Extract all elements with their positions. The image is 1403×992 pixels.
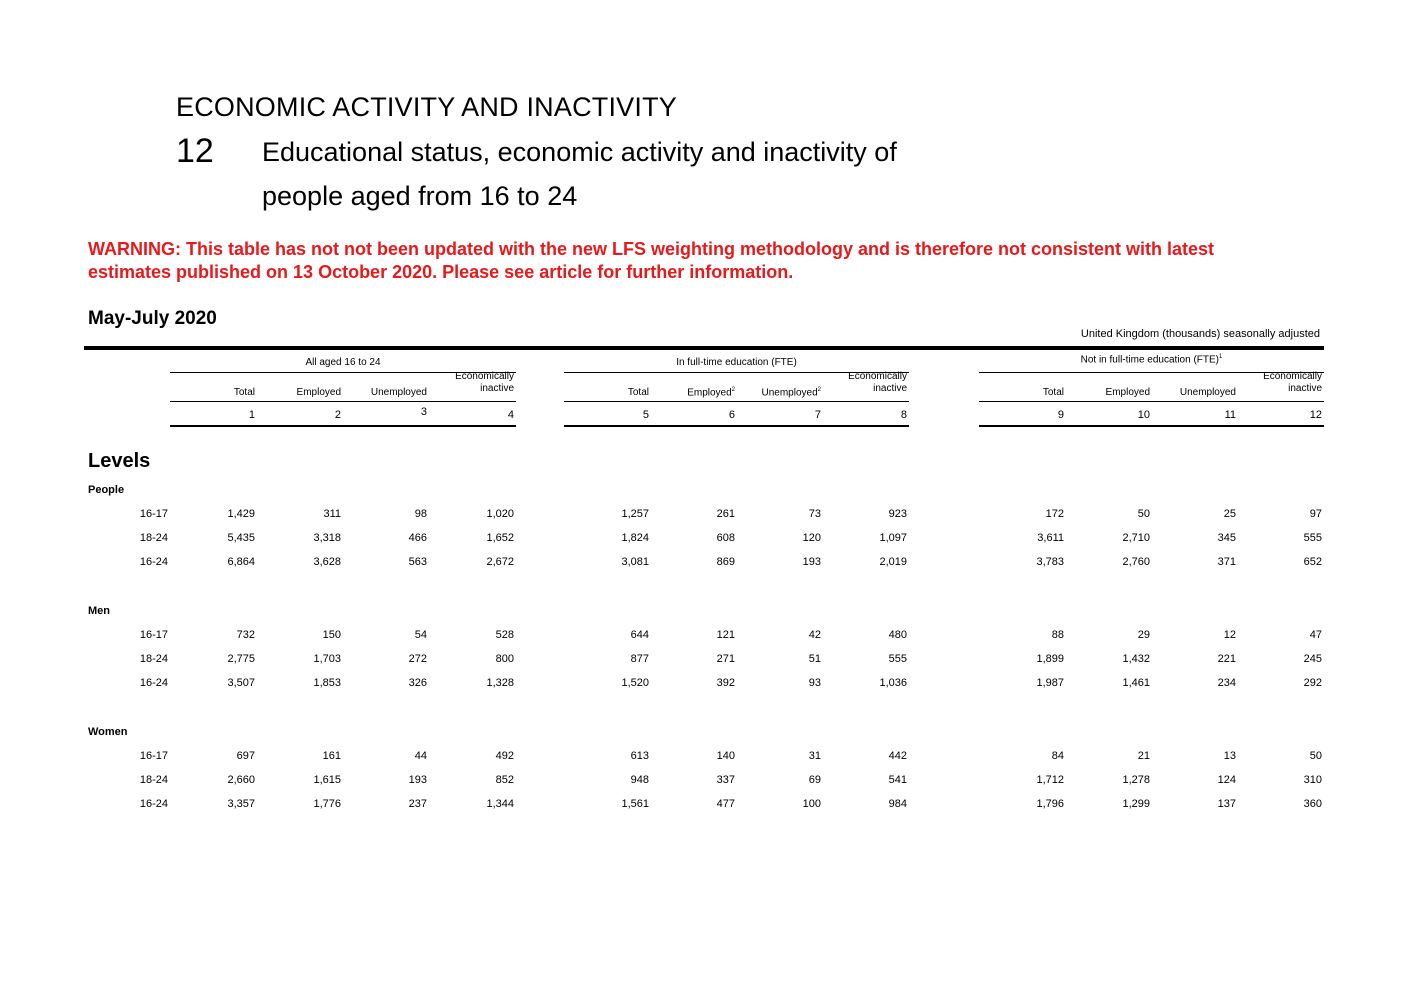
column-header: Total — [1042, 387, 1064, 398]
table-cell: 121 — [716, 629, 735, 641]
table-cell: 869 — [716, 556, 735, 568]
column-header: Employed — [1105, 387, 1150, 398]
table-cell: 1,987 — [1036, 677, 1064, 689]
table-cell: 2,775 — [227, 653, 255, 665]
table-cell: 84 — [1051, 750, 1064, 762]
table-cell: 3,783 — [1036, 556, 1064, 568]
row-label: 16-24 — [139, 556, 168, 568]
table-cell: 392 — [716, 677, 735, 689]
table-cell: 237 — [408, 798, 427, 810]
header-bottom-rule — [564, 425, 909, 427]
table-cell: 371 — [1217, 556, 1236, 568]
column-number: 8 — [900, 409, 907, 421]
table-cell: 563 — [408, 556, 427, 568]
table-cell: 1,703 — [313, 653, 341, 665]
table-cell: 541 — [888, 774, 907, 786]
table-cell: 51 — [808, 653, 821, 665]
table-cell: 800 — [495, 653, 514, 665]
table-cell: 50 — [1137, 508, 1150, 520]
table-cell: 613 — [630, 750, 649, 762]
table-cell: 161 — [322, 750, 341, 762]
row-label: 18-24 — [139, 532, 168, 544]
table-cell: 1,097 — [879, 532, 907, 544]
table-cell: 93 — [808, 677, 821, 689]
table-cell: 1,432 — [1122, 653, 1150, 665]
column-header: Total — [627, 387, 649, 398]
table-cell: 644 — [630, 629, 649, 641]
table-cell: 1,561 — [621, 798, 649, 810]
table-cell: 3,081 — [621, 556, 649, 568]
table-cell: 193 — [802, 556, 821, 568]
header-bottom-rule — [170, 425, 516, 427]
table-cell: 1,796 — [1036, 798, 1064, 810]
table-cell: 1,652 — [486, 532, 514, 544]
table-cell: 12 — [1223, 629, 1236, 641]
table-cell: 345 — [1217, 532, 1236, 544]
row-label: 18-24 — [139, 774, 168, 786]
table-cell: 13 — [1223, 750, 1236, 762]
table-cell: 311 — [323, 508, 341, 520]
table-cell: 492 — [495, 750, 514, 762]
table-cell: 984 — [888, 798, 907, 810]
table-cell: 42 — [808, 629, 821, 641]
table-cell: 697 — [236, 750, 255, 762]
table-cell: 608 — [716, 532, 735, 544]
table-cell: 732 — [236, 629, 255, 641]
table-cell: 1,278 — [1122, 774, 1150, 786]
table-cell: 477 — [716, 798, 735, 810]
column-group-header: In full-time education (FTE) — [676, 357, 797, 368]
warning-notice: WARNING: This table has not not been updated with the new LFS weighting methodology and is therefore not consistent with latest estimates published on 13 October 2020. Please see article for further information. — [88, 239, 1215, 282]
table-cell: 528 — [495, 629, 514, 641]
units-note: United Kingdom (thousands) seasonally adjusted — [1080, 328, 1320, 340]
column-header: Economically inactive — [848, 371, 907, 394]
table-cell: 54 — [414, 629, 427, 641]
table-cell: 466 — [408, 532, 427, 544]
column-number-rule — [170, 401, 516, 402]
table-cell: 5,435 — [227, 532, 255, 544]
table-cell: 50 — [1309, 750, 1322, 762]
table-cell: 120 — [802, 532, 821, 544]
column-group-header: All aged 16 to 24 — [305, 357, 381, 368]
column-header: Employed — [296, 387, 341, 398]
row-label: 16-17 — [139, 508, 168, 520]
column-number: 6 — [728, 409, 735, 421]
table-cell: 3,357 — [227, 798, 255, 810]
table-title-line1: Educational status, economic activity and inactivity of — [262, 137, 897, 167]
group-label: People — [88, 484, 125, 496]
table-top-rule — [84, 346, 1324, 350]
group-label: Men — [88, 605, 110, 617]
row-label: 18-24 — [139, 653, 168, 665]
table-cell: 1,020 — [486, 508, 514, 520]
table-cell: 555 — [888, 653, 907, 665]
column-header: Economically inactive — [455, 371, 514, 394]
column-number: 3 — [420, 406, 427, 418]
table-cell: 1,853 — [313, 677, 341, 689]
table-cell: 292 — [1303, 677, 1322, 689]
column-number: 12 — [1309, 409, 1322, 421]
table-cell: 2,019 — [879, 556, 907, 568]
table-cell: 25 — [1223, 508, 1236, 520]
table-cell: 652 — [1303, 556, 1322, 568]
table-cell: 1,429 — [227, 508, 255, 520]
table-cell: 98 — [414, 508, 427, 520]
table-cell: 137 — [1217, 798, 1236, 810]
column-number: 4 — [507, 409, 514, 421]
table-cell: 272 — [408, 653, 427, 665]
table-cell: 88 — [1051, 629, 1064, 641]
header-bottom-rule — [979, 425, 1324, 427]
column-number: 2 — [334, 409, 341, 421]
table-cell: 97 — [1309, 508, 1322, 520]
table-cell: 2,672 — [486, 556, 514, 568]
table-title-line2: people aged from 16 to 24 — [262, 181, 578, 211]
table-cell: 29 — [1137, 629, 1150, 641]
table-cell: 1,299 — [1122, 798, 1150, 810]
table-cell: 1,257 — [621, 508, 649, 520]
levels-heading: Levels — [88, 450, 151, 472]
table-cell: 1,328 — [486, 677, 514, 689]
table-cell: 1,344 — [486, 798, 514, 810]
row-label: 16-24 — [139, 677, 168, 689]
table-cell: 852 — [495, 774, 514, 786]
table-cell: 172 — [1045, 508, 1064, 520]
column-number: 1 — [248, 409, 255, 421]
table-cell: 124 — [1217, 774, 1236, 786]
table-cell: 877 — [630, 653, 649, 665]
table-cell: 1,615 — [313, 774, 341, 786]
column-header: Unemployed — [1179, 387, 1236, 398]
table-cell: 1,712 — [1036, 774, 1064, 786]
column-number-rule — [564, 401, 909, 402]
table-cell: 1,520 — [621, 677, 649, 689]
table-cell: 140 — [716, 750, 735, 762]
column-number-rule — [979, 401, 1324, 402]
section-heading: ECONOMIC ACTIVITY AND INACTIVITY — [176, 92, 677, 122]
period-label: May-July 2020 — [88, 308, 217, 329]
table-cell: 360 — [1303, 798, 1322, 810]
table-cell: 1,899 — [1036, 653, 1064, 665]
table-cell: 442 — [888, 750, 907, 762]
column-group-header: Not in full-time education (FTE)$^1$ — [1080, 354, 1223, 366]
table-cell: 234 — [1217, 677, 1236, 689]
table-cell: 73 — [808, 508, 821, 520]
table-cell: 923 — [888, 508, 907, 520]
table-cell: 2,660 — [227, 774, 255, 786]
table-cell: 1,776 — [313, 798, 341, 810]
table-cell: 6,864 — [227, 556, 255, 568]
row-label: 16-17 — [139, 750, 168, 762]
table-cell: 948 — [630, 774, 649, 786]
table-cell: 100 — [802, 798, 821, 810]
table-cell: 271 — [716, 653, 735, 665]
column-header: Unemployed$^2$ — [761, 387, 821, 399]
table-cell: 480 — [888, 629, 907, 641]
table-cell: 44 — [414, 750, 427, 762]
table-cell: 1,461 — [1122, 677, 1150, 689]
table-cell: 3,611 — [1037, 532, 1064, 544]
column-number: 7 — [814, 409, 821, 421]
row-label: 16-24 — [139, 798, 168, 810]
table-cell: 69 — [808, 774, 821, 786]
table-cell: 3,507 — [227, 677, 255, 689]
table-cell: 245 — [1303, 653, 1322, 665]
table-cell: 2,760 — [1122, 556, 1150, 568]
table-cell: 1,036 — [879, 677, 907, 689]
table-cell: 31 — [808, 750, 821, 762]
group-label: Women — [88, 726, 128, 738]
table-cell: 555 — [1303, 532, 1322, 544]
column-number: 5 — [642, 409, 649, 421]
row-label: 16-17 — [139, 629, 168, 641]
column-number: 9 — [1057, 409, 1064, 421]
column-number: 10 — [1137, 409, 1150, 421]
table-cell: 1,824 — [621, 532, 649, 544]
table-cell: 2,710 — [1122, 532, 1150, 544]
column-number: 11 — [1224, 409, 1236, 421]
column-header: Economically inactive — [1263, 371, 1322, 394]
table-cell: 3,318 — [313, 532, 341, 544]
column-header: Employed$^2$ — [687, 387, 735, 399]
table-cell: 337 — [716, 774, 735, 786]
table-cell: 150 — [322, 629, 341, 641]
table-cell: 47 — [1309, 629, 1322, 641]
table-number: 12 — [176, 132, 214, 170]
column-header: Total — [233, 387, 255, 398]
table-cell: 221 — [1217, 653, 1236, 665]
table-cell: 261 — [716, 508, 735, 520]
table-cell: 193 — [408, 774, 427, 786]
table-cell: 21 — [1137, 750, 1150, 762]
table-cell: 310 — [1303, 774, 1322, 786]
column-header: Unemployed — [370, 387, 427, 398]
table-cell: 326 — [408, 677, 427, 689]
table-cell: 3,628 — [313, 556, 341, 568]
